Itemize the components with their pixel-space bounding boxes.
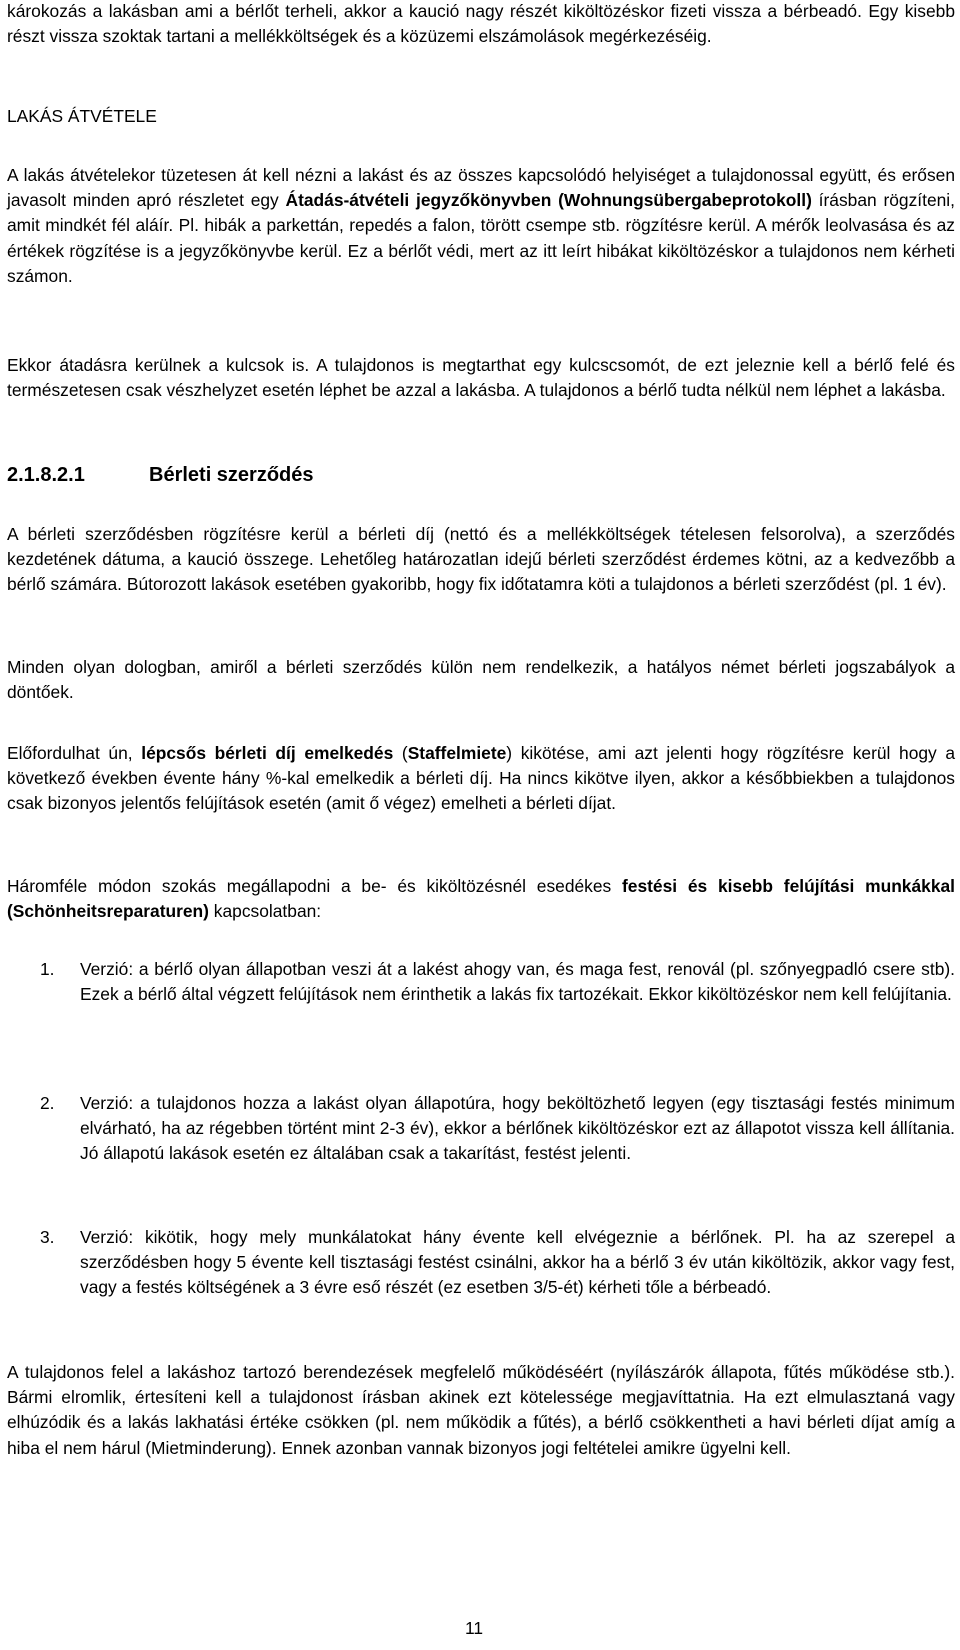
handover-bold-term: Átadás-átvételi jegyzőkönyvben (Wohnungsübergabeprotokoll) [285, 190, 812, 211]
list-item [7, 957, 955, 1007]
list-item [7, 1225, 955, 1301]
renovation-text-a: Háromféle módon szokás megállapodni a be- és kiköltözésnél esedékes [7, 876, 622, 896]
staffel-text-c: ) kikötése, ami azt jelenti hogy rögzítésre kerül hogy a következő években évente hány %-kal emelkedik a bérleti díj. Ha nincs kikötve ilyen, akkor a későbbiekben a tulajdonos csak bizonyos jelentős felújítások esetén (amit ő végez) emelheti a bérleti díjat. [7, 743, 956, 814]
staffel-text-a: Előfordulhat ún, [7, 743, 142, 763]
page-number: 11 [465, 1618, 484, 1638]
list-text: Verzió: a bérlő olyan állapotban veszi át a lakést ahogy van, és maga fest, renovál (pl. szőnyegpadló csere stb). Ezek a bérlő által végzett felújítások nem érinthetik a lakás fix tartozékait. Ekkor kiköltözéskor nem kell felújítania. [80, 959, 955, 1005]
law-paragraph: Minden olyan dologban, amiről a bérleti szerződés külön nem rendelkezik, a hatályos német bérleti jogszabályok a döntőek. [7, 657, 955, 703]
list-text: Verzió: kikötik, hogy mely munkálatokat hány évente kell elvégeznie a bérlőnek. Pl. ha az szerepel a szerződésben hogy 5 évente kell tisztasági festést csinálni, akkor ha a bérlő 3 év után kiköltözik, akkor vagy fest, vagy a festés költségének a 3 évre eső részét (ez esetben 3/5-ét) kérheti tőle a bérbeadó. [80, 1227, 955, 1298]
section-number: 2.1.8.2.1 [7, 464, 85, 486]
staffelmiete-paragraph [7, 741, 955, 817]
staffel-text-b: ( [393, 743, 408, 763]
list-text: Verzió: a tulajdonos hozza a lakást olyan állapotúra, hogy beköltözhető legyen (egy tisztasági festés minimum elvárható, ha az régebben történt mint 2-3 év), ekkor a bérlőnek kiköltözéskor ezt az állapotot vissza kell állítania. Jó állapotú lakások esetén ez általában csak a takarítást, festést jelenti. [80, 1093, 955, 1164]
contract-paragraph: A bérleti szerződésben rögzítésre kerül a bérleti díj (nettó és a mellékköltségek tételesen felsorolva), a szerződés kezdetének dátuma, a kaució összege. Lehetőleg határozatlan idejű bérleti szerződést érdemes kötni, az a kedvezőbb a bérlő számára. Bútorozott lakások esetében gyakoribb, hogy fix időtatamra köti a tulajdonos a bérleti szerződést (pl. 1 év). [7, 524, 955, 595]
section-heading [7, 464, 314, 487]
intro-paragraph: károkozás a lakásban ami a bérlőt terheli, akkor a kaució nagy részét kiköltözéskor fizeti vissza a bérbeadó. Egy kisebb részt vissza szoktak tartani a mellékköltségek és a közüzemi elszámolások megérkezéséig. [7, 1, 955, 47]
renovation-text-b: kapcsolatban: [208, 901, 322, 922]
staffel-bold-term: lépcsős bérleti díj emelkedés [141, 743, 394, 763]
list-number: 2. [40, 1093, 55, 1113]
handover-text-a: A lakás átvételekor tüzetesen át kell nézni a lakást és az összes kapcsolódó helyiséget a tulajdonossal együtt, és erősen javasolt minden apró részletet egy [7, 165, 955, 211]
handover-text-b: írásban rögzíteni, amit mindkét fél aláír. Pl. hibák a parkettán, repedés a falon, törött csempe stb. rögzítésre kerül. A mérők leolvasása és az értékek rögzítése is a jegyzőkönyvbe kerül. Ez a bérlőt védi, mert az itt leírt hibákat kiköltözéskor a tulajdonos nem kérheti számon. [7, 190, 955, 286]
renovation-intro-paragraph [7, 874, 955, 924]
section-caps-heading: LAKÁS ÁTVÉTELE [7, 106, 157, 126]
list-number: 1. [40, 959, 55, 979]
maintenance-paragraph: A tulajdonos felel a lakáshoz tartozó berendezések megfelelő működéséért (nyílászárók állapota, fűtés működése stb.). Bármi elromlik, értesíteni kell a tulajdonost írásban akinek ezt kötelessége megjavíttatnia. Ha ezt elmulasztaná vagy elhúzódik és a lakás lakhatási értéke csökken (pl. nem működik a fűtés), a bérlő csökkentheti a havi bérleti díjat amíg a hiba el nem hárul (Mietminderung). Ennek azonban vannak bizonyos jogi feltételei amikre ügyelni kell. [7, 1362, 955, 1458]
list-item [7, 1091, 955, 1167]
section-title: Bérleti szerződés [149, 464, 314, 486]
staffel-bold-term-german: Staffelmiete [407, 743, 507, 763]
handover-paragraph [7, 163, 955, 289]
list-number: 3. [40, 1227, 55, 1247]
renovation-bold-term: festési és kisebb felújítási munkákkal (Schönheitsreparaturen) [7, 876, 956, 922]
keys-paragraph: Ekkor átadásra kerülnek a kulcsok is. A tulajdonos is megtarthat egy kulcscsomót, de ezt jeleznie kell a bérlő felé és természetesen csak vészhelyzet esetén léphet be azzal a lakásba. A tulajdonos a bérlő tudta nélkül nem léphet a lakásba. [7, 355, 955, 401]
